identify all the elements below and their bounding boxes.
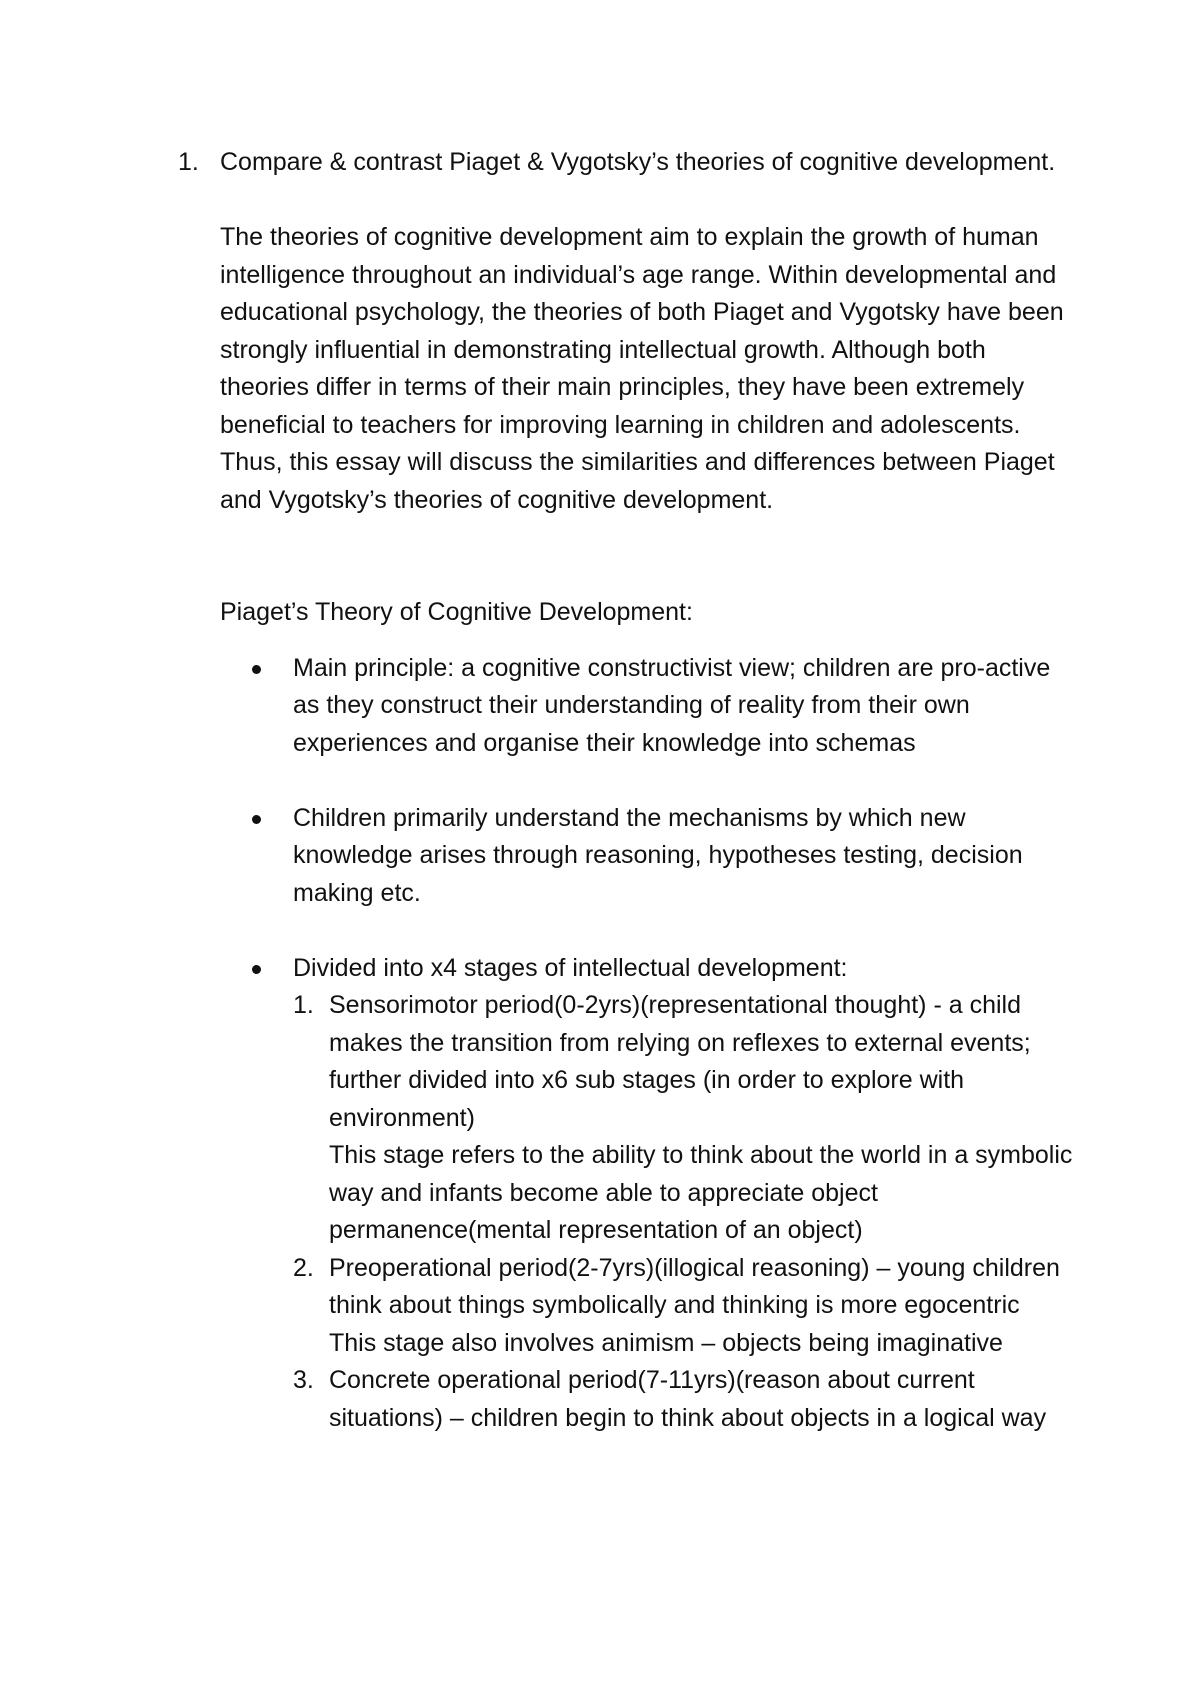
essay-question bbox=[178, 144, 1078, 182]
stage-item-preoperational bbox=[293, 1250, 1078, 1363]
stage-text: Preoperational period(2-7yrs)(illogical reasoning) – young children think about things symbolically and thinking is more egocentric bbox=[329, 1253, 1060, 1319]
stage-text: Sensorimotor period(0-2yrs)(representational thought) - a child makes the transition from relying on reflexes to external events; further divided into x6 sub stages (in order to explore with environment) bbox=[329, 991, 1031, 1132]
document-content bbox=[178, 144, 1078, 1437]
bullet-text: Children primarily understand the mechanisms by which new knowledge arises through reasoning, hypotheses testing, decision making etc. bbox=[293, 803, 1023, 907]
bullet-text: Main principle: a cognitive constructivist view; children are pro-active as they construct their understanding of reality from their own experiences and organise their knowledge into schemas bbox=[293, 653, 1051, 757]
intro-paragraph: The theories of cognitive development aim to explain the growth of human intelligence throughout an individual’s age range. Within developmental and educational psychology, the theories of both Piaget and Vygotsky have been strongly influential in demonstrating intellectual growth. Although both theories differ in terms of their main principles, they have been extremely beneficial to teachers for improving learning in children and adolescents. Thus, this essay will discuss the similarities and differences between Piaget and Vygotsky’s theories of cognitive development. bbox=[220, 223, 1064, 514]
bullet-item bbox=[220, 650, 1078, 763]
bullet-icon bbox=[252, 665, 261, 674]
stage-note: This stage also involves animism – objects being imaginative bbox=[329, 1328, 1003, 1357]
bullet-item bbox=[220, 800, 1078, 913]
bullet-icon bbox=[252, 815, 261, 824]
stage-number: 1. bbox=[293, 991, 314, 1019]
stage-list bbox=[293, 987, 1078, 1437]
section-heading: Piaget’s Theory of Cognitive Development: bbox=[220, 598, 693, 626]
bullet-item bbox=[220, 950, 1078, 1438]
stage-text: Concrete operational period(7-11yrs)(reason about current situations) – children begin to think about objects in a logical way bbox=[329, 1366, 1047, 1432]
question-number: 1. bbox=[178, 148, 199, 176]
bullet-list bbox=[220, 650, 1078, 1438]
stage-number: 3. bbox=[293, 1366, 314, 1394]
stage-note: This stage refers to the ability to think about the world in a symbolic way and infants become able to appreciate object permanence(mental representation of an object) bbox=[329, 1141, 1073, 1244]
stage-item-concrete-operational bbox=[293, 1362, 1078, 1437]
stage-item-sensorimotor bbox=[293, 987, 1078, 1250]
question-text: Compare & contrast Piaget & Vygotsky’s theories of cognitive development. bbox=[220, 148, 1056, 176]
bullet-text: Divided into x4 stages of intellectual development: bbox=[293, 953, 848, 982]
bullet-icon bbox=[252, 965, 261, 974]
stage-number: 2. bbox=[293, 1253, 314, 1282]
